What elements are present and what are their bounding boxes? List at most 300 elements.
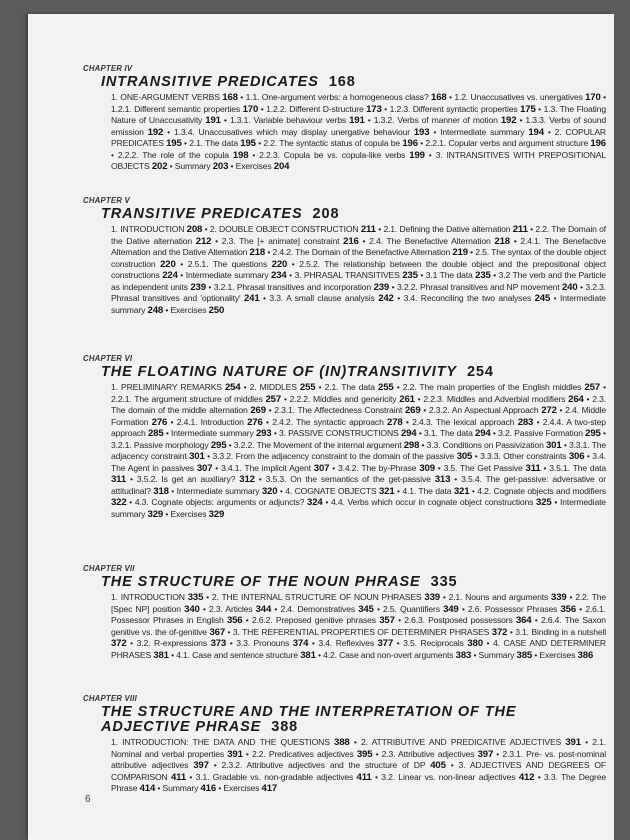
bullet-separator: • [507, 626, 516, 637]
chapter-start-page: 388 [271, 719, 299, 735]
bullet-separator: • [308, 638, 319, 648]
bullet-separator: • [225, 626, 233, 637]
bullet-separator: • [163, 304, 171, 315]
bullet-separator: • [469, 485, 478, 496]
toc-entry-title: 4.3. Cognate objects: arguments or adjuncts? [134, 497, 305, 507]
toc-entry [539, 650, 593, 660]
toc-entry-page: 216 [343, 235, 359, 247]
toc-entry-title: 3.3.3. Other constraints [480, 451, 567, 461]
toc-entry-page: 397 [477, 748, 494, 760]
bullet-separator: • [259, 293, 270, 303]
toc-entry-page: 309 [419, 462, 435, 474]
toc-entry [252, 749, 372, 759]
toc-entry-title: 2. MIDDLES [249, 382, 297, 392]
bullet-separator: • [446, 92, 455, 102]
toc-entry-page: 248 [147, 304, 164, 316]
toc-entry [468, 604, 576, 614]
toc-entry-title: 2.2.2. The role of the copula [117, 149, 229, 160]
toc-entry-page: 208 [186, 224, 203, 235]
toc-entry-page: 318 [153, 485, 169, 497]
toc-entry-page: 364 [515, 615, 532, 626]
chapter-contents [111, 224, 606, 316]
toc-entry [449, 592, 567, 602]
bullet-separator: • [329, 462, 338, 473]
toc-entry [236, 638, 308, 648]
toc-entry-title: 3.2.1. Passive morphology [111, 439, 209, 450]
bullet-separator: • [155, 783, 163, 793]
bullet-separator: • [402, 416, 413, 427]
toc-entry-title: 2.2. The syntactic status of copula be [263, 138, 400, 148]
toc-entry-page: 388 [334, 737, 350, 748]
bullet-separator: • [381, 103, 390, 114]
bullet-separator: • [599, 382, 606, 392]
bullet-separator: • [163, 428, 172, 438]
bullet-separator: • [420, 405, 429, 415]
toc-entry [222, 236, 359, 246]
bullet-separator: • [394, 615, 405, 625]
chapter-contents [111, 592, 606, 661]
toc-entry-title: 2.5.2. The relationship between the double object and the prepositional object constructions [111, 258, 606, 280]
bullet-separator: • [414, 393, 424, 404]
toc-entry-page: 234 [271, 270, 287, 281]
toc-entry-title: Exercises [170, 508, 207, 519]
bullet-separator: • [375, 224, 384, 234]
bullet-separator: • [242, 615, 252, 625]
toc-entry-page: 219 [452, 247, 468, 258]
toc-entry-page: 307 [196, 462, 213, 474]
bullet-separator: • [212, 462, 222, 473]
toc-entry-title: 1. INTRODUCTION: THE DATA AND THE QUESTIONS [111, 737, 330, 747]
toc-entry-title: 3.5. The Get Passive [443, 462, 523, 473]
toc-entry-title: Intermediate summary [176, 485, 260, 496]
toc-entry-page: 391 [227, 748, 243, 760]
bullet-separator: • [551, 497, 560, 507]
toc-entry-title: 3. PASSIVE CONSTRUCTIONS [279, 428, 399, 438]
toc-entry-page: 250 [208, 304, 225, 316]
toc-entry [233, 627, 507, 637]
toc-entry-title: 2.2.3. Copula be vs. copula-like verbs [259, 149, 406, 160]
chapter-section [83, 564, 606, 661]
toc-entry [426, 270, 491, 280]
toc-entry [269, 293, 393, 303]
bullet-separator: • [126, 497, 135, 507]
toc-entry-page: 170 [242, 103, 259, 115]
chapter-label: CHAPTER VIII [83, 694, 137, 703]
toc-entry [222, 760, 446, 770]
bullet-separator: • [556, 405, 566, 415]
bullet-separator: • [490, 428, 499, 438]
bullet-separator: • [226, 439, 234, 450]
toc-entry-title: 1.3.3. Verbs of sound emission [111, 115, 606, 137]
toc-entry-page: 224 [162, 270, 178, 281]
bullet-separator: • [561, 439, 569, 450]
toc-entry-title: 2.5. Quantifiers [383, 603, 440, 614]
toc-entry [250, 382, 316, 392]
bullet-separator: • [393, 638, 404, 648]
chapter-title: TRANSITIVE PREDICATES [101, 206, 303, 222]
toc-entry-page: 202 [151, 161, 168, 172]
toc-entry-page: 411 [170, 771, 187, 783]
toc-entry-title: 1.3. The Floating Nature of Unaccusativity [111, 103, 606, 125]
chapter-title: THE STRUCTURE AND THE INTERPRETATION OF THE ADJECTIVE PHRASE [101, 704, 517, 735]
toc-entry-title: 2.1. Nominal and verbal properties [111, 737, 606, 759]
toc-entry-page: 311 [111, 474, 127, 485]
toc-entry [429, 405, 557, 415]
toc-entry-page: 239 [373, 281, 390, 293]
chapter-label: CHAPTER V [83, 196, 130, 205]
book-page [28, 14, 614, 840]
toc-entry-page: 373 [210, 638, 227, 649]
bullet-separator: • [550, 293, 560, 303]
toc-entry-page: 278 [387, 416, 403, 428]
toc-entry-page: 196 [402, 138, 418, 149]
toc-entry-page: 372 [491, 626, 508, 638]
toc-entry-page: 295 [210, 439, 227, 451]
bullet-separator: • [434, 462, 444, 473]
toc-entry-page: 322 [111, 497, 127, 508]
toc-entry-title: 2.2. The [Spec NP] position [111, 592, 606, 614]
toc-entry [369, 236, 510, 246]
toc-entry-page: 276 [247, 416, 263, 428]
toc-entry-title: 1. INTRODUCTION [111, 592, 185, 602]
bullet-separator: • [471, 649, 479, 660]
toc-entry-page: 356 [560, 603, 577, 615]
chapter-start-page: 208 [312, 206, 340, 222]
toc-entry-page: 168 [431, 92, 447, 103]
bullet-separator: • [204, 451, 213, 461]
toc-entry-title: 3.2.1. Phrasal transitives and incorporation [213, 281, 372, 292]
toc-entry-title: 3.2 The verb and the Particle as independent units [111, 270, 606, 292]
bullet-separator: • [226, 638, 237, 648]
toc-entry-title: 3.1. Binding in a nutshell [515, 626, 606, 637]
toc-entry-title: 2.2.2. Middles and genericity [289, 393, 397, 404]
bullet-separator: • [358, 235, 370, 246]
toc-entry-title: 2.2. The main properties of the English middles [402, 382, 582, 392]
toc-entry-page: 381 [300, 649, 316, 661]
toc-entry [397, 282, 578, 292]
toc-entry [163, 783, 217, 793]
toc-entry-title: Intermediate summary [185, 270, 269, 280]
bullet-separator: • [208, 760, 222, 770]
toc-entry-page: 240 [561, 281, 578, 293]
toc-entry [318, 638, 393, 648]
toc-entry-title: Exercises [539, 649, 576, 660]
toc-entry-page: 339 [424, 592, 440, 603]
toc-entry-page: 325 [536, 497, 552, 508]
bullet-separator: • [175, 258, 188, 269]
toc-entry-page: 199 [409, 149, 425, 161]
toc-entry [290, 394, 415, 404]
toc-entry-page: 349 [443, 603, 459, 615]
toc-entry-title: Summary [174, 161, 211, 171]
toc-entry-page: 372 [111, 638, 127, 649]
toc-entry-title: 4. CASE AND DETERMINER PHRASES [111, 638, 606, 660]
bullet-separator: • [527, 224, 536, 234]
toc-entry-page: 335 [187, 592, 204, 603]
toc-entry-page: 298 [403, 439, 420, 451]
chapter-title: THE STRUCTURE OF THE NOUN PHRASE [101, 574, 421, 590]
toc-entry-page: 235 [402, 270, 418, 281]
chapter-contents [111, 92, 606, 173]
toc-entry-page: 269 [404, 405, 421, 416]
toc-entry-page: 218 [494, 235, 510, 247]
bullet-separator: • [262, 416, 273, 427]
toc-entry-title: 2.1. The data [324, 382, 375, 392]
toc-entry-page: 193 [413, 126, 430, 138]
toc-entry-title: 2.5.1. The questions [187, 258, 268, 269]
bullet-separator: • [271, 603, 281, 614]
bullet-separator: • [220, 115, 230, 125]
toc-entry-title: 3.1 The data [425, 270, 473, 280]
toc-entry [381, 772, 534, 782]
toc-entry-title: 2.2.1. The argument structure of middles [111, 393, 263, 404]
chapter-section [83, 196, 606, 316]
toc-entry-page: 254 [224, 382, 241, 393]
toc-entry-page: 264 [568, 393, 584, 405]
toc-entry-title: 2.4.2. The syntactic approach [272, 416, 384, 427]
toc-entry-page: 198 [232, 149, 249, 161]
bullet-separator: • [181, 138, 190, 148]
toc-entry-page: 204 [273, 161, 290, 172]
toc-entry-page: 412 [518, 771, 535, 783]
toc-entry [209, 604, 271, 614]
toc-entry-page: 329 [147, 508, 164, 520]
toc-entry-page: 242 [378, 293, 394, 304]
toc-entry-title: 1.3.1. Variable behaviour verbs [229, 115, 347, 125]
toc-entry [221, 463, 329, 473]
toc-entry [403, 638, 483, 648]
toc-entry [331, 497, 552, 507]
toc-entry-title: 1.2. Unaccusatives vs. unergatives [454, 92, 583, 102]
toc-entry-title: 1.2.3. Different syntactic properties [389, 103, 518, 114]
toc-entry-title: 2.5. The syntax of the double object construction [111, 247, 606, 269]
toc-entry [390, 104, 536, 114]
toc-entry-title: 2.2. Predicatives adjectives [251, 748, 354, 759]
bullet-separator: • [533, 416, 543, 427]
bullet-separator: • [429, 126, 441, 137]
toc-entry [427, 440, 562, 450]
toc-entry [325, 382, 394, 392]
toc-entry-title: 2.3. The [+ animate] constraint [221, 235, 340, 246]
bullet-separator: • [203, 592, 212, 602]
toc-entry-page: 312 [239, 474, 255, 485]
bullet-separator: • [216, 783, 224, 793]
toc-entry [274, 405, 420, 415]
toc-entry-title: 3.5.4. The get-passive: adversative or attitudinal? [111, 474, 606, 496]
toc-entry-title: 2. COPULAR PREDICATES [111, 126, 606, 148]
toc-entry-page: 391 [565, 737, 581, 748]
toc-entry [111, 92, 238, 102]
toc-entry [210, 224, 376, 234]
toc-entry [214, 282, 389, 292]
toc-entry-page: 380 [467, 638, 483, 649]
toc-entry-title: 2.3.2. Attributive adjectives and the structure of DP [221, 760, 426, 770]
bullet-separator: • [439, 592, 449, 602]
toc-entry-title: 3.3. A small clause analysis [269, 293, 375, 303]
toc-entry [454, 92, 600, 102]
chapter-start-page: 168 [328, 74, 356, 90]
toc-entry-title: 2. DOUBLE OBJECT CONSTRUCTION [209, 224, 359, 234]
toc-entry [118, 150, 249, 160]
bullet-separator: • [271, 428, 279, 438]
bullet-separator: • [111, 149, 118, 160]
toc-entry [423, 394, 583, 404]
toc-entry-title: 4.1. Case and sentence structure [176, 649, 298, 660]
toc-entry-page: 294 [475, 428, 491, 439]
toc-entry-page: 203 [212, 161, 229, 172]
bullet-separator: • [349, 737, 361, 747]
toc-entry-title: 2. ATTRIBUTIVE AND PREDICATIVE ADJECTIVES [360, 737, 562, 747]
toc-entry-page: 385 [516, 649, 533, 661]
toc-entry-title: 3.1. Gradable vs. non-gradable adjectives [195, 771, 354, 782]
bullet-separator: • [393, 382, 403, 392]
bullet-separator: • [393, 293, 404, 303]
toc-entry-title: 2.1. The data [189, 138, 238, 148]
toc-entry-page: 311 [525, 462, 541, 474]
chapter-contents [111, 737, 606, 795]
toc-entry-title: 2.2. The Domain of the Dative alternation [111, 224, 606, 246]
bullet-separator: • [445, 760, 459, 770]
toc-entry-title: 2.4.1. Introduction [176, 416, 244, 427]
toc-entry-title: 2.3. Articles [208, 603, 253, 614]
toc-entry-page: 377 [377, 638, 394, 649]
toc-entry [374, 115, 517, 125]
toc-entry-page: 344 [255, 603, 272, 615]
bullet-separator: • [394, 485, 403, 496]
bullet-separator: • [240, 382, 250, 392]
toc-entry-page: 170 [585, 92, 601, 103]
toc-entry-page: 301 [546, 439, 562, 451]
bullet-separator: • [416, 428, 424, 438]
bullet-separator: • [535, 103, 544, 114]
bullet-separator: • [315, 382, 325, 392]
bullet-separator: • [211, 235, 222, 246]
toc-entry-title: 2. THE INTERNAL STRUCTURE OF NOUN PHRASES [211, 592, 422, 602]
bullet-separator: • [186, 771, 196, 782]
toc-entry-title: 4.2. Cognate objects and modifiers [477, 485, 606, 496]
toc-entry-page: 306 [568, 451, 585, 462]
toc-entry-page: 294 [400, 428, 417, 439]
bullet-separator: • [482, 638, 493, 648]
bullet-separator: • [467, 247, 476, 257]
bullet-separator: • [566, 592, 576, 602]
toc-entry [279, 428, 417, 438]
chapter-title-row [101, 575, 606, 590]
toc-entry [189, 138, 256, 148]
chapter-title: THE FLOATING NATURE OF (IN)TRANSITIVITY [101, 364, 457, 380]
toc-entry-title: 1.3.4. Unaccusatives which may display unergative behaviour [173, 126, 410, 137]
toc-entry [111, 737, 350, 747]
bullet-separator: • [168, 649, 177, 660]
toc-entry [266, 104, 382, 114]
toc-entry [280, 604, 373, 614]
toc-entry-title: 2.2.3. Middles and Adverbial modifiers [423, 393, 566, 404]
toc-entry-title: 1.2.1. Different semantic properties [111, 103, 241, 114]
bullet-separator: • [199, 603, 209, 614]
bullet-separator: • [417, 270, 426, 280]
toc-entry [111, 104, 258, 114]
toc-entry [403, 382, 600, 392]
toc-entry-page: 329 [208, 508, 225, 520]
toc-entry-title: 3.5. Reciprocals [403, 638, 464, 648]
toc-entry-page: 339 [551, 592, 567, 603]
toc-entry [111, 224, 202, 234]
toc-entry [424, 428, 491, 438]
bullet-separator: • [248, 149, 260, 160]
bullet-separator: • [126, 474, 137, 484]
bullet-separator: • [258, 103, 267, 114]
toc-entry-page: 195 [240, 138, 256, 149]
toc-entry-page: 220 [271, 258, 288, 270]
toc-entry [137, 474, 255, 484]
toc-entry-title: 2.4.4. A two-step approach [111, 416, 606, 438]
toc-entry-page: 356 [226, 615, 243, 626]
bullet-separator: • [450, 474, 462, 484]
bullet-separator: • [580, 737, 593, 747]
toc-entry [111, 592, 203, 602]
toc-entry-page: 414 [139, 783, 156, 794]
bullet-separator: • [364, 115, 374, 125]
bullet-separator: • [583, 393, 593, 404]
toc-entry-title: 2.4. The Benefactive Alternation [369, 235, 491, 246]
bullet-separator: • [255, 138, 264, 148]
toc-entry [402, 486, 469, 496]
toc-entry-title: 3.3.2. From the adjacency constraint to the domain of the passive [212, 451, 455, 461]
toc-entry [246, 92, 447, 102]
bullet-separator: • [265, 247, 273, 257]
toc-entry-page: 211 [512, 224, 528, 235]
bullet-separator: • [315, 649, 324, 660]
toc-entry [440, 127, 544, 137]
bullet-separator: • [228, 161, 236, 171]
toc-entry [444, 463, 541, 473]
toc-entry [137, 638, 226, 648]
toc-entry-page: 173 [366, 103, 382, 115]
toc-entry [170, 509, 224, 519]
toc-entry-title: 3.2.2. The Movement of the internal argument [233, 439, 402, 450]
toc-entry-title: 4.4. Verbs which occur in cognate object constructions [330, 497, 534, 507]
toc-entry [266, 474, 451, 484]
toc-entry-page: 374 [292, 638, 309, 649]
toc-entry-title: 2.6.3. Postposed possessors [404, 615, 513, 625]
bullet-separator: • [493, 748, 503, 759]
toc-entry-title: 3.2.2. Phrasal transitives and NP movement [396, 281, 560, 292]
toc-entry [111, 440, 226, 450]
bullet-separator: • [167, 161, 175, 171]
bullet-separator: • [163, 126, 174, 137]
toc-entry-page: 411 [356, 771, 372, 783]
chapter-section [83, 64, 606, 173]
chapter-title-row [101, 365, 606, 380]
bullet-separator: • [600, 428, 606, 438]
toc-entry-page: 175 [520, 103, 536, 115]
toc-entry-page: 239 [190, 281, 206, 293]
toc-entry-page: 340 [184, 603, 200, 615]
chapter-section [83, 694, 606, 795]
toc-entry [236, 161, 290, 171]
toc-entry-page: 305 [456, 451, 473, 462]
chapter-section [83, 354, 606, 520]
toc-entry-title: 3.2. Linear vs. non-linear adjectives [381, 771, 516, 782]
toc-entry-title: 1. PRELIMINARY REMARKS [111, 382, 222, 392]
toc-entry [263, 138, 418, 148]
toc-entry [479, 650, 533, 660]
chapter-title-row [101, 705, 606, 735]
toc-entry-page: 192 [147, 126, 164, 138]
toc-entry-title: 3.4. Reconciling the two analyses [403, 293, 532, 303]
toc-entry-title: 2.1. Defining the Dative alternation [383, 224, 511, 234]
toc-entry-title: 2.4.2. The Domain of the Benefactive Alternation [272, 247, 451, 257]
